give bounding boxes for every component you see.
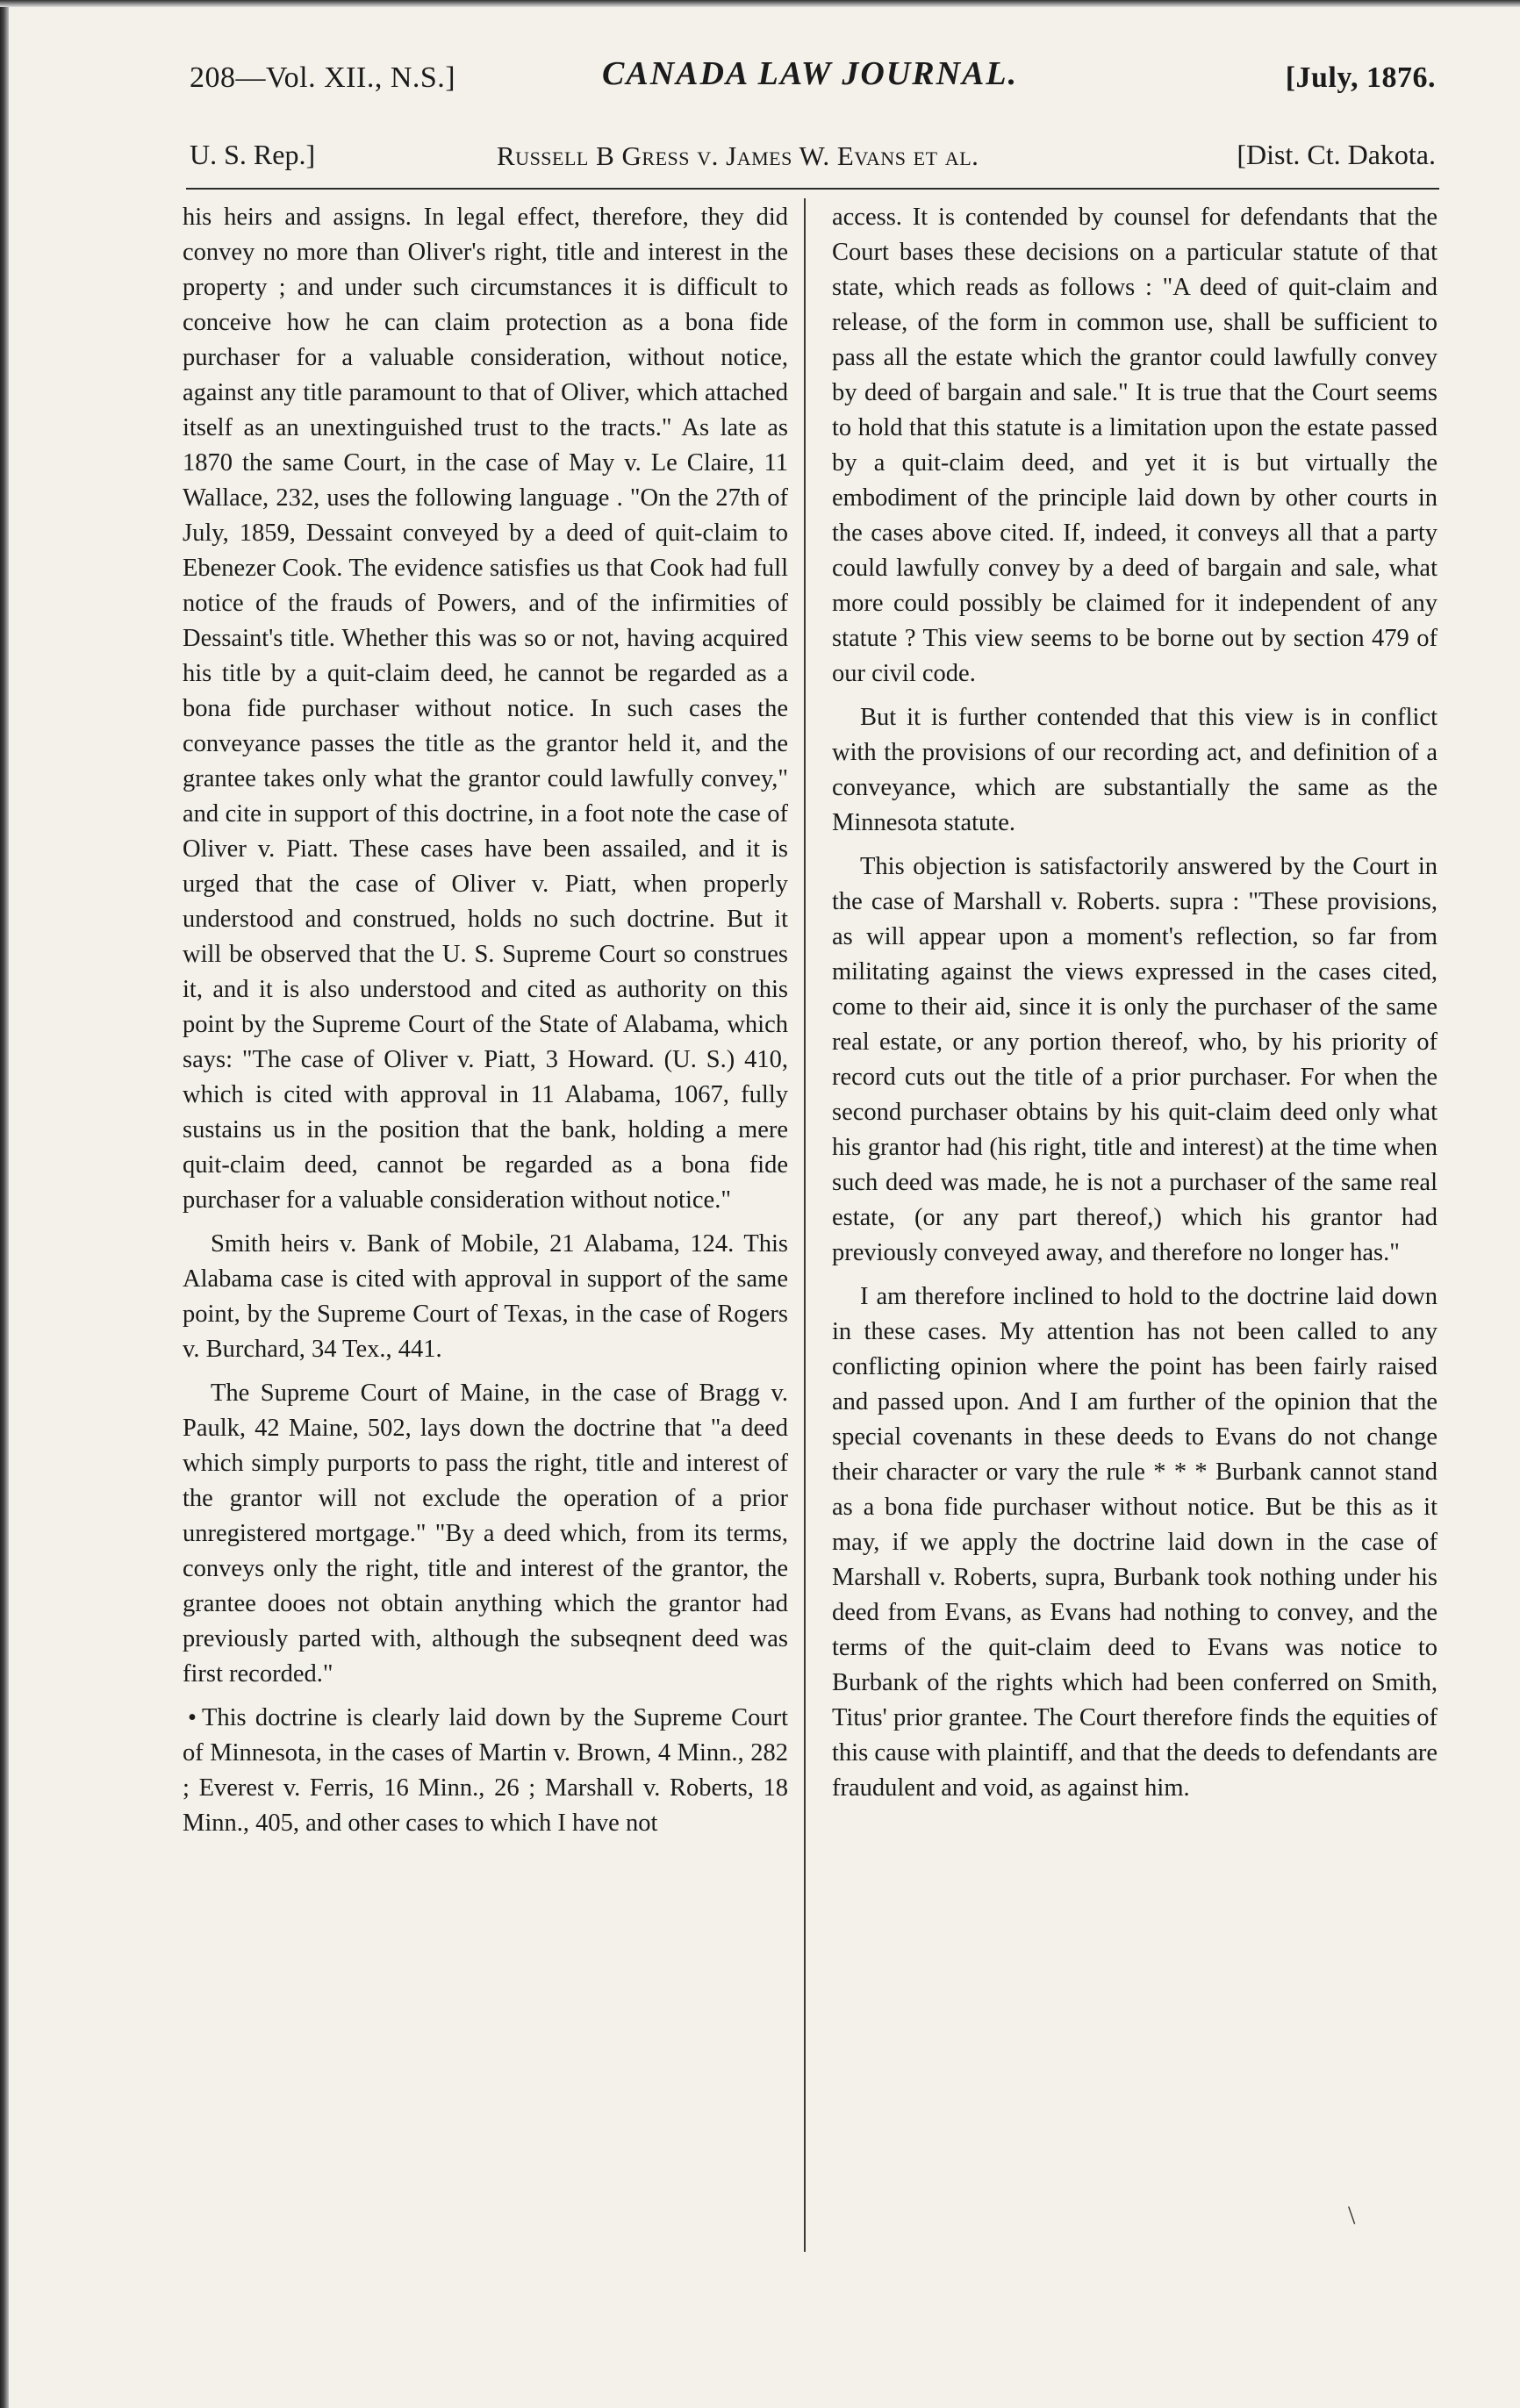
running-head [190,54,1436,104]
court-name: [Dist. Ct. Dakota. [1237,139,1436,170]
paragraph: But it is further contended that this view is in conflict with the provisions of our recording act, and definition of a conveyance, which are substantially the same as the Minnesota statute. [832,704,1438,836]
right-column [832,200,1438,1815]
paragraph: I am therefore inclined to hold to the doctrine laid down in these cases. My attention has not been called to any conflicting opinion where the point has been fairly raised and passed upon. And I am further of the opinion that the special covenants in these deeds to Evans do not change their character or vary the rule * * * Burbank cannot stand as a bona fide purchaser without notice. But be this as it may, if we apply the doctrine laid down in the case of Marshall v. Roberts, supra, Burbank took nothing under his deed from Evans, as Evans had nothing to convey, and the terms of the quit-claim deed to Evans was notice to Burbank of the rights which had been conferred on Smith, Titus' prior grantee. The Court therefore finds the equities of this cause with plaintiff, and that the deeds to defendants are fraudulent and void, as against him. [832,1283,1438,1802]
paragraph: This objection is satisfactorily answered by the Court in the case of Marshall v. Roberts. supra : "These provisions, as will appear upon a moment's reflection, so far from militating against the views expressed in the cases cited, come to their aid, since it is only the purchaser of the same real estate, or any portion thereof, who, by his priority of record cuts out the title of a prior purchaser. For when the second purchaser obtains by his quit-claim deed only what his grantor had (his right, title and interest) at the time when such deed was made, he is not a purchaser of the same real estate, (or any part thereof,) which his grantor had previously conveyed away, and therefore no longer has." [832,853,1438,1266]
paragraph: access. It is contended by counsel for defendants that the Court bases these decisions on a particular statute of that state, which reads as follows : "A deed of quit-claim and release, of the form in common use, shall be sufficient to pass all the estate which the grantor could lawfully convey by deed of bargain and sale." It is true that the Court seems to hold that this statute is a limitation upon the estate passed by a quit-claim deed, and yet it is but virtually the embodiment of the principle laid down by other courts in the cases above cited. If, indeed, it conveys all that a party could lawfully convey by a deed of bargain and sale, what more could possibly be claimed for it independent of any statute ? This view seems to be borne out by section 479 of our civil code. [832,204,1438,687]
case-header [190,135,1436,181]
header-rule [186,188,1439,190]
left-column [183,200,788,1850]
report-series: U. S. Rep.] [190,139,316,170]
case-title: Russell B Gress v. James W. Evans et al. [497,140,979,171]
column-divider [804,198,806,2252]
issue-date: [July, 1876. [1285,61,1436,94]
page-edge-shadow [0,0,9,2408]
stray-pen-mark: \ [1348,2201,1356,2230]
paragraph: • This doctrine is clearly laid down by the Supreme Court of Minnesota, in the cases of Martin v. Brown, 4 Minn., 282 ; Everest v. Ferris, 16 Minn., 26 ; Marshall v. Roberts, 18 Minn., 405, and other cases to which I have not [183,1701,788,1841]
page-top-edge [0,0,1520,7]
journal-title: CANADA LAW JOURNAL. [602,55,1019,92]
paragraph: Smith heirs v. Bank of Mobile, 21 Alabama, 124. This Alabama case is cited with approval in support of the same point, by the Supreme Court of Texas, in the case of Rogers v. Burchard, 34 Tex., 441. [183,1230,788,1363]
paragraph: The Supreme Court of Maine, in the case of Bragg v. Paulk, 42 Maine, 502, lays down the doctrine that "a deed which simply purports to pass the right, title and interest of the grantor will not exclude the operation of a prior unregistered mortgage." "By a deed which, from its terms, conveys only the right, title and interest of the grantor, the grantee dooes not obtain anything which the grantor had previously parted with, although the subseqnent deed was first recorded." [183,1380,788,1688]
page-volume-label: 208—Vol. XII., N.S.] [190,61,456,94]
paragraph: his heirs and assigns. In legal effect, therefore, they did convey no more than Oliver's right, title and interest in the property ; and under such circumstances it is difficult to conceive how he can claim protection as a bona fide purchaser for a valuable consideration, without notice, against any title paramount to that of Oliver, which attached itself as an unextinguished trust to the tracts." As late as 1870 the same Court, in the case of May v. Le Claire, 11 Wallace, 232, uses the following language . "On the 27th of July, 1859, Dessaint conveyed by a deed of quit-claim to Ebenezer Cook. The evidence satisfies us that Cook had full notice of the frauds of Powers, and of the infirmities of Dessaint's title. Whether this was so or not, having acquired his title by a quit-claim deed, he cannot be regarded as a bona fide purchaser without notice. In such cases the conveyance passes the title as the grantor held it, and the grantee takes only what the grantor could lawfully convey," and cite in support of this doctrine, in a foot note the case of Oliver v. Piatt. These cases have been assailed, and it is urged that the case of Oliver v. Piatt, when properly understood and construed, holds no such doctrine. But it will be observed that the U. S. Supreme Court so construes it, and it is also understood and cited as authority on this point by the Supreme Court of the State of Alabama, which says: "The case of Oliver v. Piatt, 3 Howard. (U. S.) 410, which is cited with approval in 11 Alabama, 1067, fully sustains us in the position that the bank, holding a mere quit-claim deed, cannot be regarded as a bona fide purchaser for a valuable consideration without notice." [183,204,788,1214]
